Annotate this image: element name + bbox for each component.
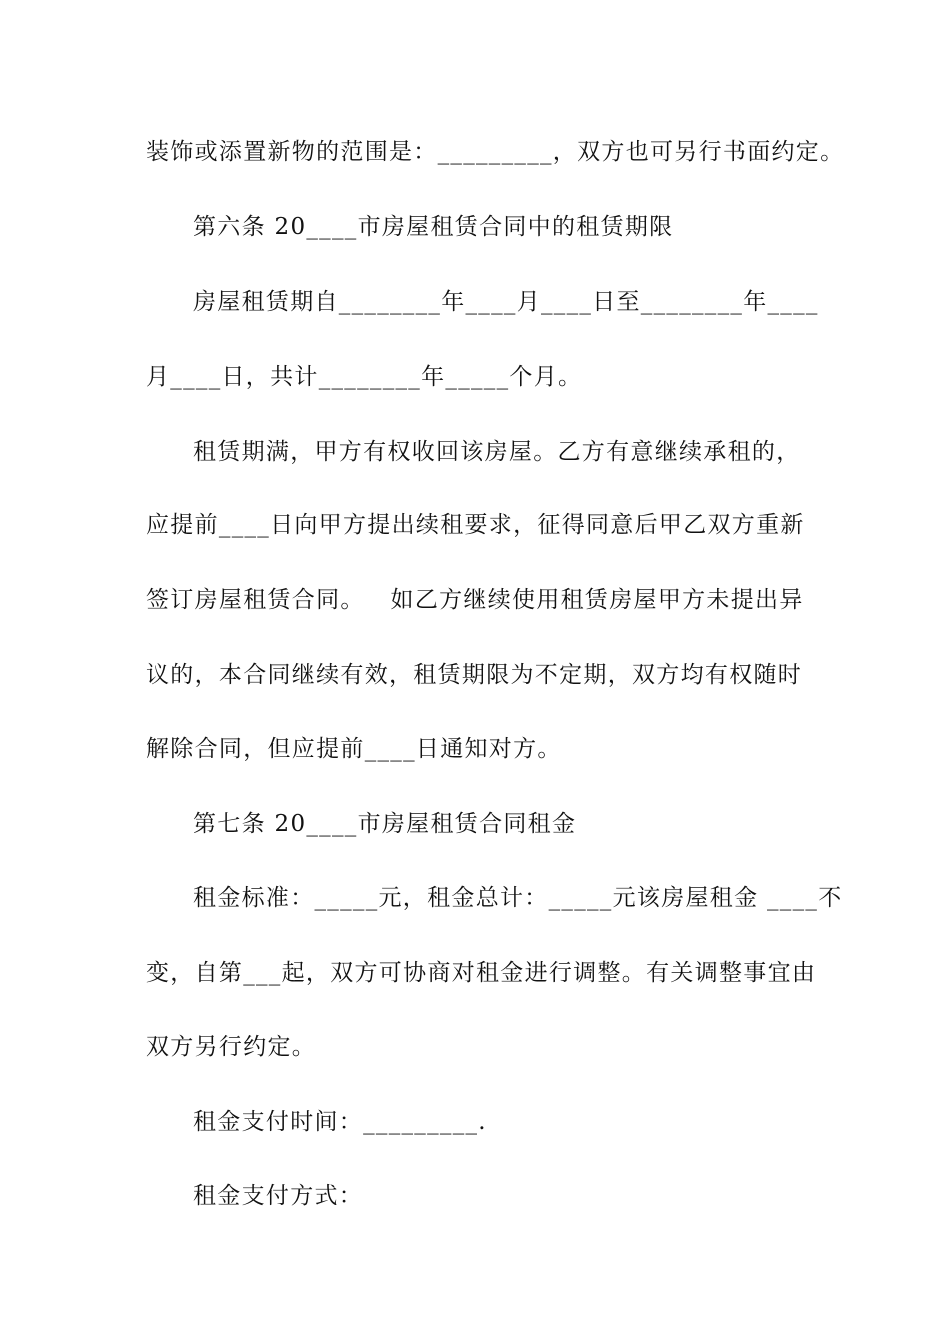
section-heading-article-6: 第六条 20____市房屋租赁合同中的租赁期限 bbox=[193, 214, 674, 240]
paragraph-line: 应提前____日向甲方提出续租要求，征得同意后甲乙双方重新 bbox=[146, 512, 805, 538]
paragraph-line: 月____日，共计________年_____个月。 bbox=[146, 364, 583, 390]
paragraph-line: 签订房屋租赁合同。 如乙方继续使用租赁房屋甲方未提出异 bbox=[146, 587, 804, 613]
paragraph-line: 租金标准：_____元，租金总计：_____元该房屋租金 ____不 bbox=[193, 885, 843, 911]
section-heading-article-7: 第七条 20____市房屋租赁合同租金 bbox=[193, 811, 577, 837]
paragraph-line: 租金支付时间：_________. bbox=[193, 1109, 487, 1135]
paragraph-line: 解除合同，但应提前____日通知对方。 bbox=[146, 736, 562, 762]
paragraph-line: 租金支付方式： bbox=[193, 1183, 364, 1209]
paragraph-line: 装饰或添置新物的范围是：_________，双方也可另行书面约定。 bbox=[146, 139, 845, 165]
paragraph-line: 双方另行约定。 bbox=[146, 1034, 317, 1060]
paragraph-line: 议的，本合同继续有效，租赁期限为不定期，双方均有权随时 bbox=[146, 662, 803, 688]
paragraph-line: 租赁期满，甲方有权收回该房屋。乙方有意继续承租的， bbox=[193, 439, 801, 465]
paragraph-line: 变，自第___起，双方可协商对租金进行调整。有关调整事宜由 bbox=[146, 960, 817, 986]
paragraph-line: 房屋租赁期自________年____月____日至________年____ bbox=[193, 289, 819, 315]
